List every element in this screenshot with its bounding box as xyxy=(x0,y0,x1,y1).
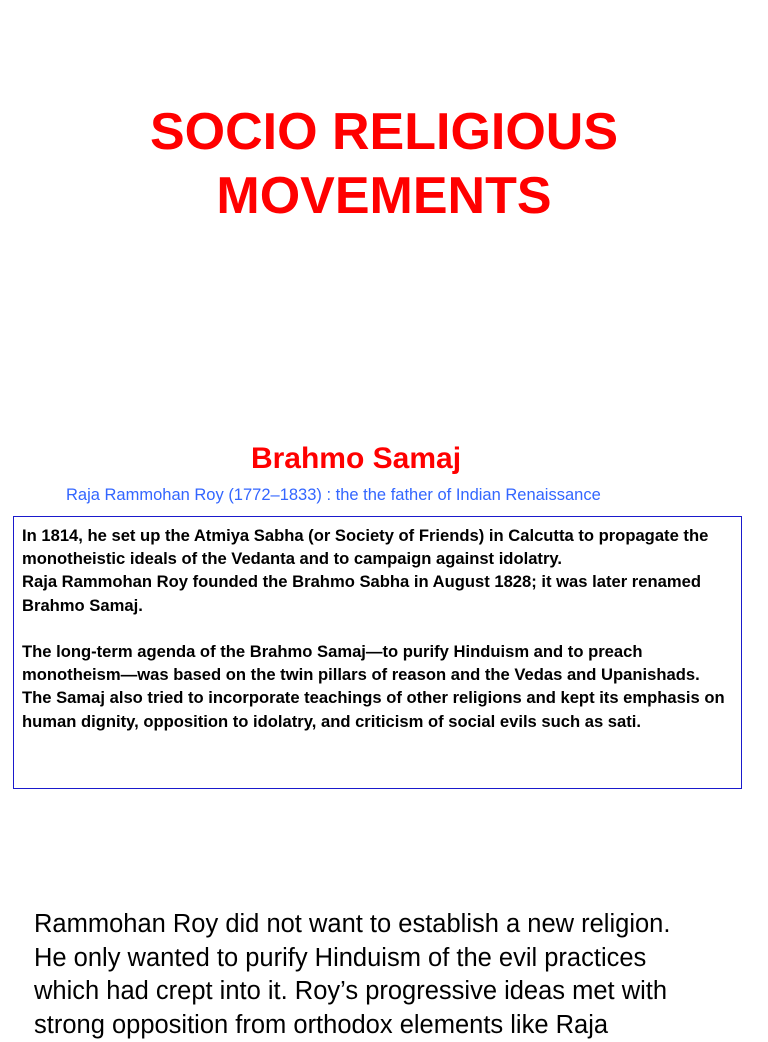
info-paragraph-brahmo-sabha: Raja Rammohan Roy founded the Brahmo Sabha in August 1828; it was later renamed Brahmo Samaj. xyxy=(22,570,733,616)
section-subtitle: Raja Rammohan Roy (1772–1833) : the the father of Indian Renaissance xyxy=(66,484,601,506)
info-paragraph-atmiya-sabha: In 1814, he set up the Atmiya Sabha (or Society of Friends) in Calcutta to propagate the monotheistic ideals of the Vedanta and to campaign against idolatry. xyxy=(22,524,733,570)
body-text xyxy=(34,908,734,1042)
info-paragraph-agenda: The long-term agenda of the Brahmo Samaj—to purify Hinduism and to preach monotheism—was based on the twin pillars of reason and the Vedas and Upanishads. The Samaj also tried to incorporate teachings of other religions and kept its emphasis on human dignity, opposition to idolatry, and criticism of social evils such as sati. xyxy=(22,640,733,733)
info-box xyxy=(13,516,742,789)
body-text-line-1: Rammohan Roy did not want to establish a new religion. xyxy=(34,908,734,942)
body-text-line-2: He only wanted to purify Hinduism of the evil practices xyxy=(34,942,734,976)
body-text-line-4: strong opposition from orthodox elements like Raja xyxy=(34,1009,734,1042)
section-heading: Brahmo Samaj xyxy=(0,440,712,478)
page-title-line-1: SOCIO RELIGIOUS xyxy=(0,100,768,164)
page-title-line-2: MOVEMENTS xyxy=(0,164,768,228)
body-text-line-3: which had crept into it. Roy’s progressive ideas met with xyxy=(34,975,734,1009)
page-title xyxy=(0,100,768,228)
